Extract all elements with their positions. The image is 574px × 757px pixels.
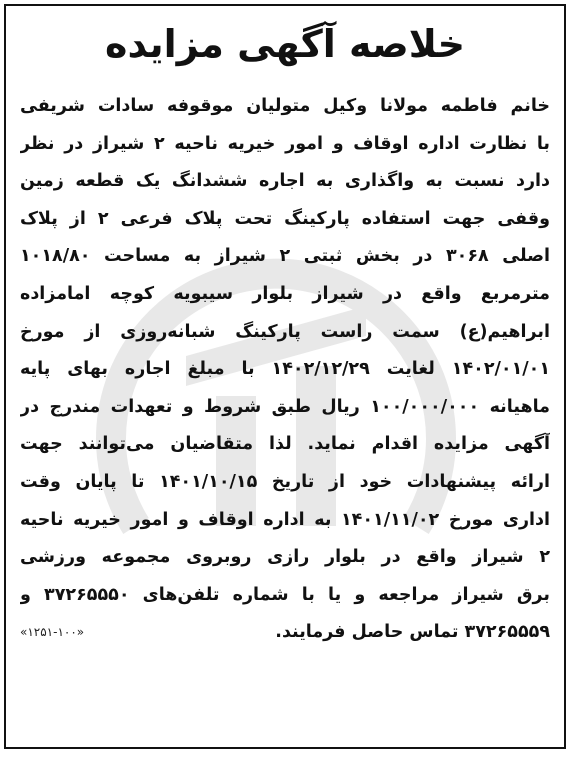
body-line-11: ارائه پیشنهادات خود از تاریخ ۱۴۰۱/۱۰/۱۵ تا پایان وقت [20, 471, 550, 492]
notice-body [20, 88, 550, 652]
body-line-2: با نظارت اداره اوقاف و امور خیریه ناحیه ۲ شیراز در نظر [20, 133, 550, 154]
notice-frame [4, 4, 566, 749]
body-line-9: ماهیانه ۱۰۰/۰۰۰/۰۰۰ ریال طبق شروط و تعهدات مندرج در [20, 396, 550, 417]
notice-code: «۱۲۵۱-۱۰۰» [20, 625, 85, 640]
notice-title: خلاصه آگهی مزایده [105, 22, 465, 66]
body-line-8: ۱۴۰۲/۰۱/۰۱ لغایت ۱۴۰۲/۱۲/۲۹ با مبلغ اجاره بهای پایه [20, 359, 550, 380]
body-line-6: مترمربع واقع در شیراز بلوار سیبویه کوچه امامزاده [20, 283, 550, 304]
body-line-5: اصلی ۳۰۶۸ در بخش ثبتی ۲ شیراز به مساحت ۱۰۱۸/۸۰ [20, 246, 550, 267]
body-line-3: دارد نسبت به واگذاری به اجاره ششدانگ یک قطعه زمین [20, 171, 550, 192]
closing-text: ۳۷۲۶۵۵۵۹ تماس حاصل فرمایند. [275, 622, 550, 643]
body-line-14: برق شیراز مراجعه و یا با شماره تلفن‌های ۳۷۲۶۵۵۵۰ و [20, 584, 550, 605]
body-line-10: آگهی مزایده اقدام نماید. لذا متقاضیان می‌توانند جهت [20, 434, 550, 455]
body-line-12: اداری مورخ ۱۴۰۱/۱۱/۰۲ به اداره اوقاف و امور خیریه ناحیه [20, 509, 550, 530]
body-line-1: خانم فاطمه مولانا وکیل متولیان موقوفه سادات شریفی [20, 96, 550, 116]
body-line-4: وقفی جهت استفاده پارکینگ تحت پلاک فرعی ۲ از پلاک [20, 208, 550, 229]
body-line-13: ۲ شیراز واقع در بلوار رازی روبروی مجموعه ورزشی [20, 547, 550, 568]
body-last-line [20, 614, 550, 652]
body-line-7: ابراهیم(ع) سمت راست پارکینگ شبانه‌روزی از مورخ [20, 321, 550, 342]
